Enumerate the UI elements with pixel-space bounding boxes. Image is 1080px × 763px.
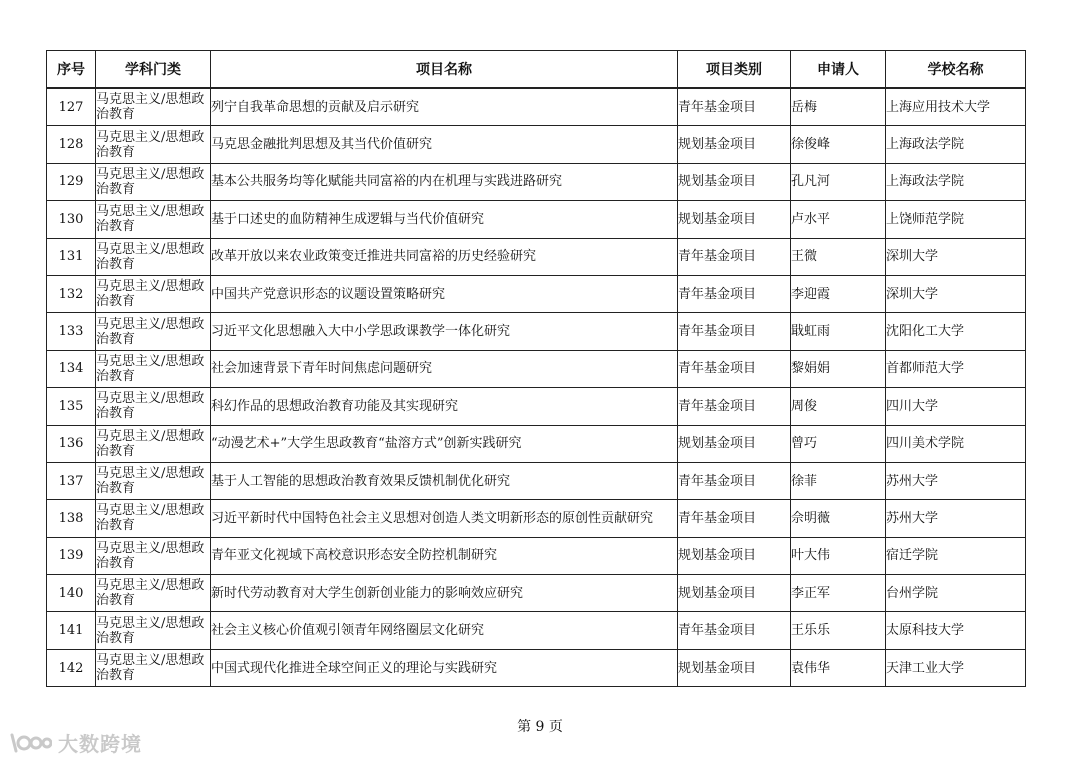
cell-applicant: 徐菲 (791, 462, 886, 499)
cell-project-name: 青年亚文化视域下高校意识形态安全防控机制研究 (211, 537, 678, 574)
cell-project-name: 社会主义核心价值观引领青年网络圈层文化研究 (211, 612, 678, 649)
cell-discipline: 马克思主义/思想政治教育 (96, 88, 211, 126)
cell-project-name: 基本公共服务均等化赋能共同富裕的内在机理与实践进路研究 (211, 163, 678, 200)
table-row (47, 649, 1026, 686)
cell-project-name: “动漫艺术+”大学生思政教育“盐溶方式”创新实践研究 (211, 425, 678, 462)
cell-discipline: 马克思主义/思想政治教育 (96, 350, 211, 387)
brand-logo-icon (8, 731, 52, 755)
table-row (47, 238, 1026, 275)
header-no: 序号 (47, 51, 96, 89)
cell-no: 129 (47, 163, 96, 200)
cell-applicant: 戢虹雨 (791, 313, 886, 350)
cell-school: 深圳大学 (886, 275, 1026, 312)
cell-discipline: 马克思主义/思想政治教育 (96, 500, 211, 537)
table-row (47, 126, 1026, 163)
table-row (47, 163, 1026, 200)
cell-no: 139 (47, 537, 96, 574)
watermark-text: 大数跨境 (58, 732, 142, 756)
cell-no: 130 (47, 201, 96, 238)
cell-applicant: 曾巧 (791, 425, 886, 462)
cell-school: 四川美术学院 (886, 425, 1026, 462)
header-applicant: 申请人 (791, 51, 886, 89)
table-row (47, 350, 1026, 387)
cell-project-name: 习近平新时代中国特色社会主义思想对创造人类文明新形态的原创性贡献研究 (211, 500, 678, 537)
cell-no: 128 (47, 126, 96, 163)
header-category: 项目类别 (678, 51, 791, 89)
table-row (47, 462, 1026, 499)
cell-applicant: 李迎霞 (791, 275, 886, 312)
cell-no: 131 (47, 238, 96, 275)
cell-discipline: 马克思主义/思想政治教育 (96, 126, 211, 163)
cell-discipline: 马克思主义/思想政治教育 (96, 275, 211, 312)
cell-discipline: 马克思主义/思想政治教育 (96, 201, 211, 238)
cell-school: 苏州大学 (886, 462, 1026, 499)
cell-project-name: 基于人工智能的思想政治教育效果反馈机制优化研究 (211, 462, 678, 499)
cell-project-name: 习近平文化思想融入大中小学思政课教学一体化研究 (211, 313, 678, 350)
cell-project-name: 基于口述史的血防精神生成逻辑与当代价值研究 (211, 201, 678, 238)
cell-no: 127 (47, 88, 96, 126)
cell-school: 上海应用技术大学 (886, 88, 1026, 126)
cell-category: 规划基金项目 (678, 537, 791, 574)
cell-category: 规划基金项目 (678, 575, 791, 612)
cell-project-name: 马克思金融批判思想及其当代价值研究 (211, 126, 678, 163)
cell-discipline: 马克思主义/思想政治教育 (96, 425, 211, 462)
cell-category: 青年基金项目 (678, 238, 791, 275)
cell-school: 上海政法学院 (886, 163, 1026, 200)
table-row (47, 612, 1026, 649)
cell-category: 青年基金项目 (678, 462, 791, 499)
cell-applicant: 王微 (791, 238, 886, 275)
cell-category: 规划基金项目 (678, 649, 791, 686)
cell-no: 132 (47, 275, 96, 312)
cell-applicant: 周俊 (791, 388, 886, 425)
cell-no: 138 (47, 500, 96, 537)
table-row (47, 500, 1026, 537)
cell-school: 天津工业大学 (886, 649, 1026, 686)
cell-discipline: 马克思主义/思想政治教育 (96, 238, 211, 275)
cell-discipline: 马克思主义/思想政治教育 (96, 537, 211, 574)
cell-no: 141 (47, 612, 96, 649)
cell-school: 沈阳化工大学 (886, 313, 1026, 350)
cell-discipline: 马克思主义/思想政治教育 (96, 462, 211, 499)
cell-category: 青年基金项目 (678, 350, 791, 387)
cell-applicant: 徐俊峰 (791, 126, 886, 163)
cell-school: 首都师范大学 (886, 350, 1026, 387)
cell-applicant: 岳梅 (791, 88, 886, 126)
cell-category: 规划基金项目 (678, 201, 791, 238)
cell-no: 133 (47, 313, 96, 350)
cell-applicant: 袁伟华 (791, 649, 886, 686)
cell-category: 青年基金项目 (678, 275, 791, 312)
cell-category: 青年基金项目 (678, 88, 791, 126)
cell-project-name: 改革开放以来农业政策变迁推进共同富裕的历史经验研究 (211, 238, 678, 275)
table-row (47, 425, 1026, 462)
table-body (47, 88, 1026, 687)
cell-project-name: 中国式现代化推进全球空间正义的理论与实践研究 (211, 649, 678, 686)
page-number: 第 9 页 (517, 719, 563, 735)
table-header-row (47, 51, 1026, 89)
table-row (47, 388, 1026, 425)
watermark (8, 728, 142, 757)
cell-no: 137 (47, 462, 96, 499)
cell-no: 134 (47, 350, 96, 387)
cell-discipline: 马克思主义/思想政治教育 (96, 313, 211, 350)
cell-applicant: 孔凡河 (791, 163, 886, 200)
cell-project-name: 中国共产党意识形态的议题设置策略研究 (211, 275, 678, 312)
cell-school: 上海政法学院 (886, 126, 1026, 163)
cell-no: 136 (47, 425, 96, 462)
cell-no: 142 (47, 649, 96, 686)
cell-discipline: 马克思主义/思想政治教育 (96, 163, 211, 200)
cell-applicant: 李正军 (791, 575, 886, 612)
cell-project-name: 列宁自我革命思想的贡献及启示研究 (211, 88, 678, 126)
cell-category: 青年基金项目 (678, 500, 791, 537)
cell-school: 太原科技大学 (886, 612, 1026, 649)
cell-school: 宿迁学院 (886, 537, 1026, 574)
cell-category: 青年基金项目 (678, 612, 791, 649)
cell-category: 规划基金项目 (678, 126, 791, 163)
cell-school: 台州学院 (886, 575, 1026, 612)
cell-discipline: 马克思主义/思想政治教育 (96, 575, 211, 612)
cell-category: 规划基金项目 (678, 163, 791, 200)
table-row (47, 88, 1026, 126)
header-discipline: 学科门类 (96, 51, 211, 89)
table-row (47, 313, 1026, 350)
cell-applicant: 叶大伟 (791, 537, 886, 574)
table-row (47, 537, 1026, 574)
cell-applicant: 王乐乐 (791, 612, 886, 649)
cell-school: 深圳大学 (886, 238, 1026, 275)
table-row (47, 575, 1026, 612)
table-row (47, 275, 1026, 312)
header-project-name: 项目名称 (211, 51, 678, 89)
table-row (47, 201, 1026, 238)
header-school: 学校名称 (886, 51, 1026, 89)
cell-no: 140 (47, 575, 96, 612)
cell-project-name: 社会加速背景下青年时间焦虑问题研究 (211, 350, 678, 387)
cell-school: 上饶师范学院 (886, 201, 1026, 238)
cell-school: 苏州大学 (886, 500, 1026, 537)
cell-discipline: 马克思主义/思想政治教育 (96, 612, 211, 649)
cell-discipline: 马克思主义/思想政治教育 (96, 649, 211, 686)
cell-no: 135 (47, 388, 96, 425)
cell-discipline: 马克思主义/思想政治教育 (96, 388, 211, 425)
cell-applicant: 卢水平 (791, 201, 886, 238)
cell-category: 青年基金项目 (678, 313, 791, 350)
cell-applicant: 黎娟娟 (791, 350, 886, 387)
cell-category: 青年基金项目 (678, 388, 791, 425)
cell-applicant: 佘明薇 (791, 500, 886, 537)
cell-school: 四川大学 (886, 388, 1026, 425)
project-list-table (46, 50, 1026, 687)
cell-project-name: 科幻作品的思想政治教育功能及其实现研究 (211, 388, 678, 425)
cell-category: 规划基金项目 (678, 425, 791, 462)
cell-project-name: 新时代劳动教育对大学生创新创业能力的影响效应研究 (211, 575, 678, 612)
